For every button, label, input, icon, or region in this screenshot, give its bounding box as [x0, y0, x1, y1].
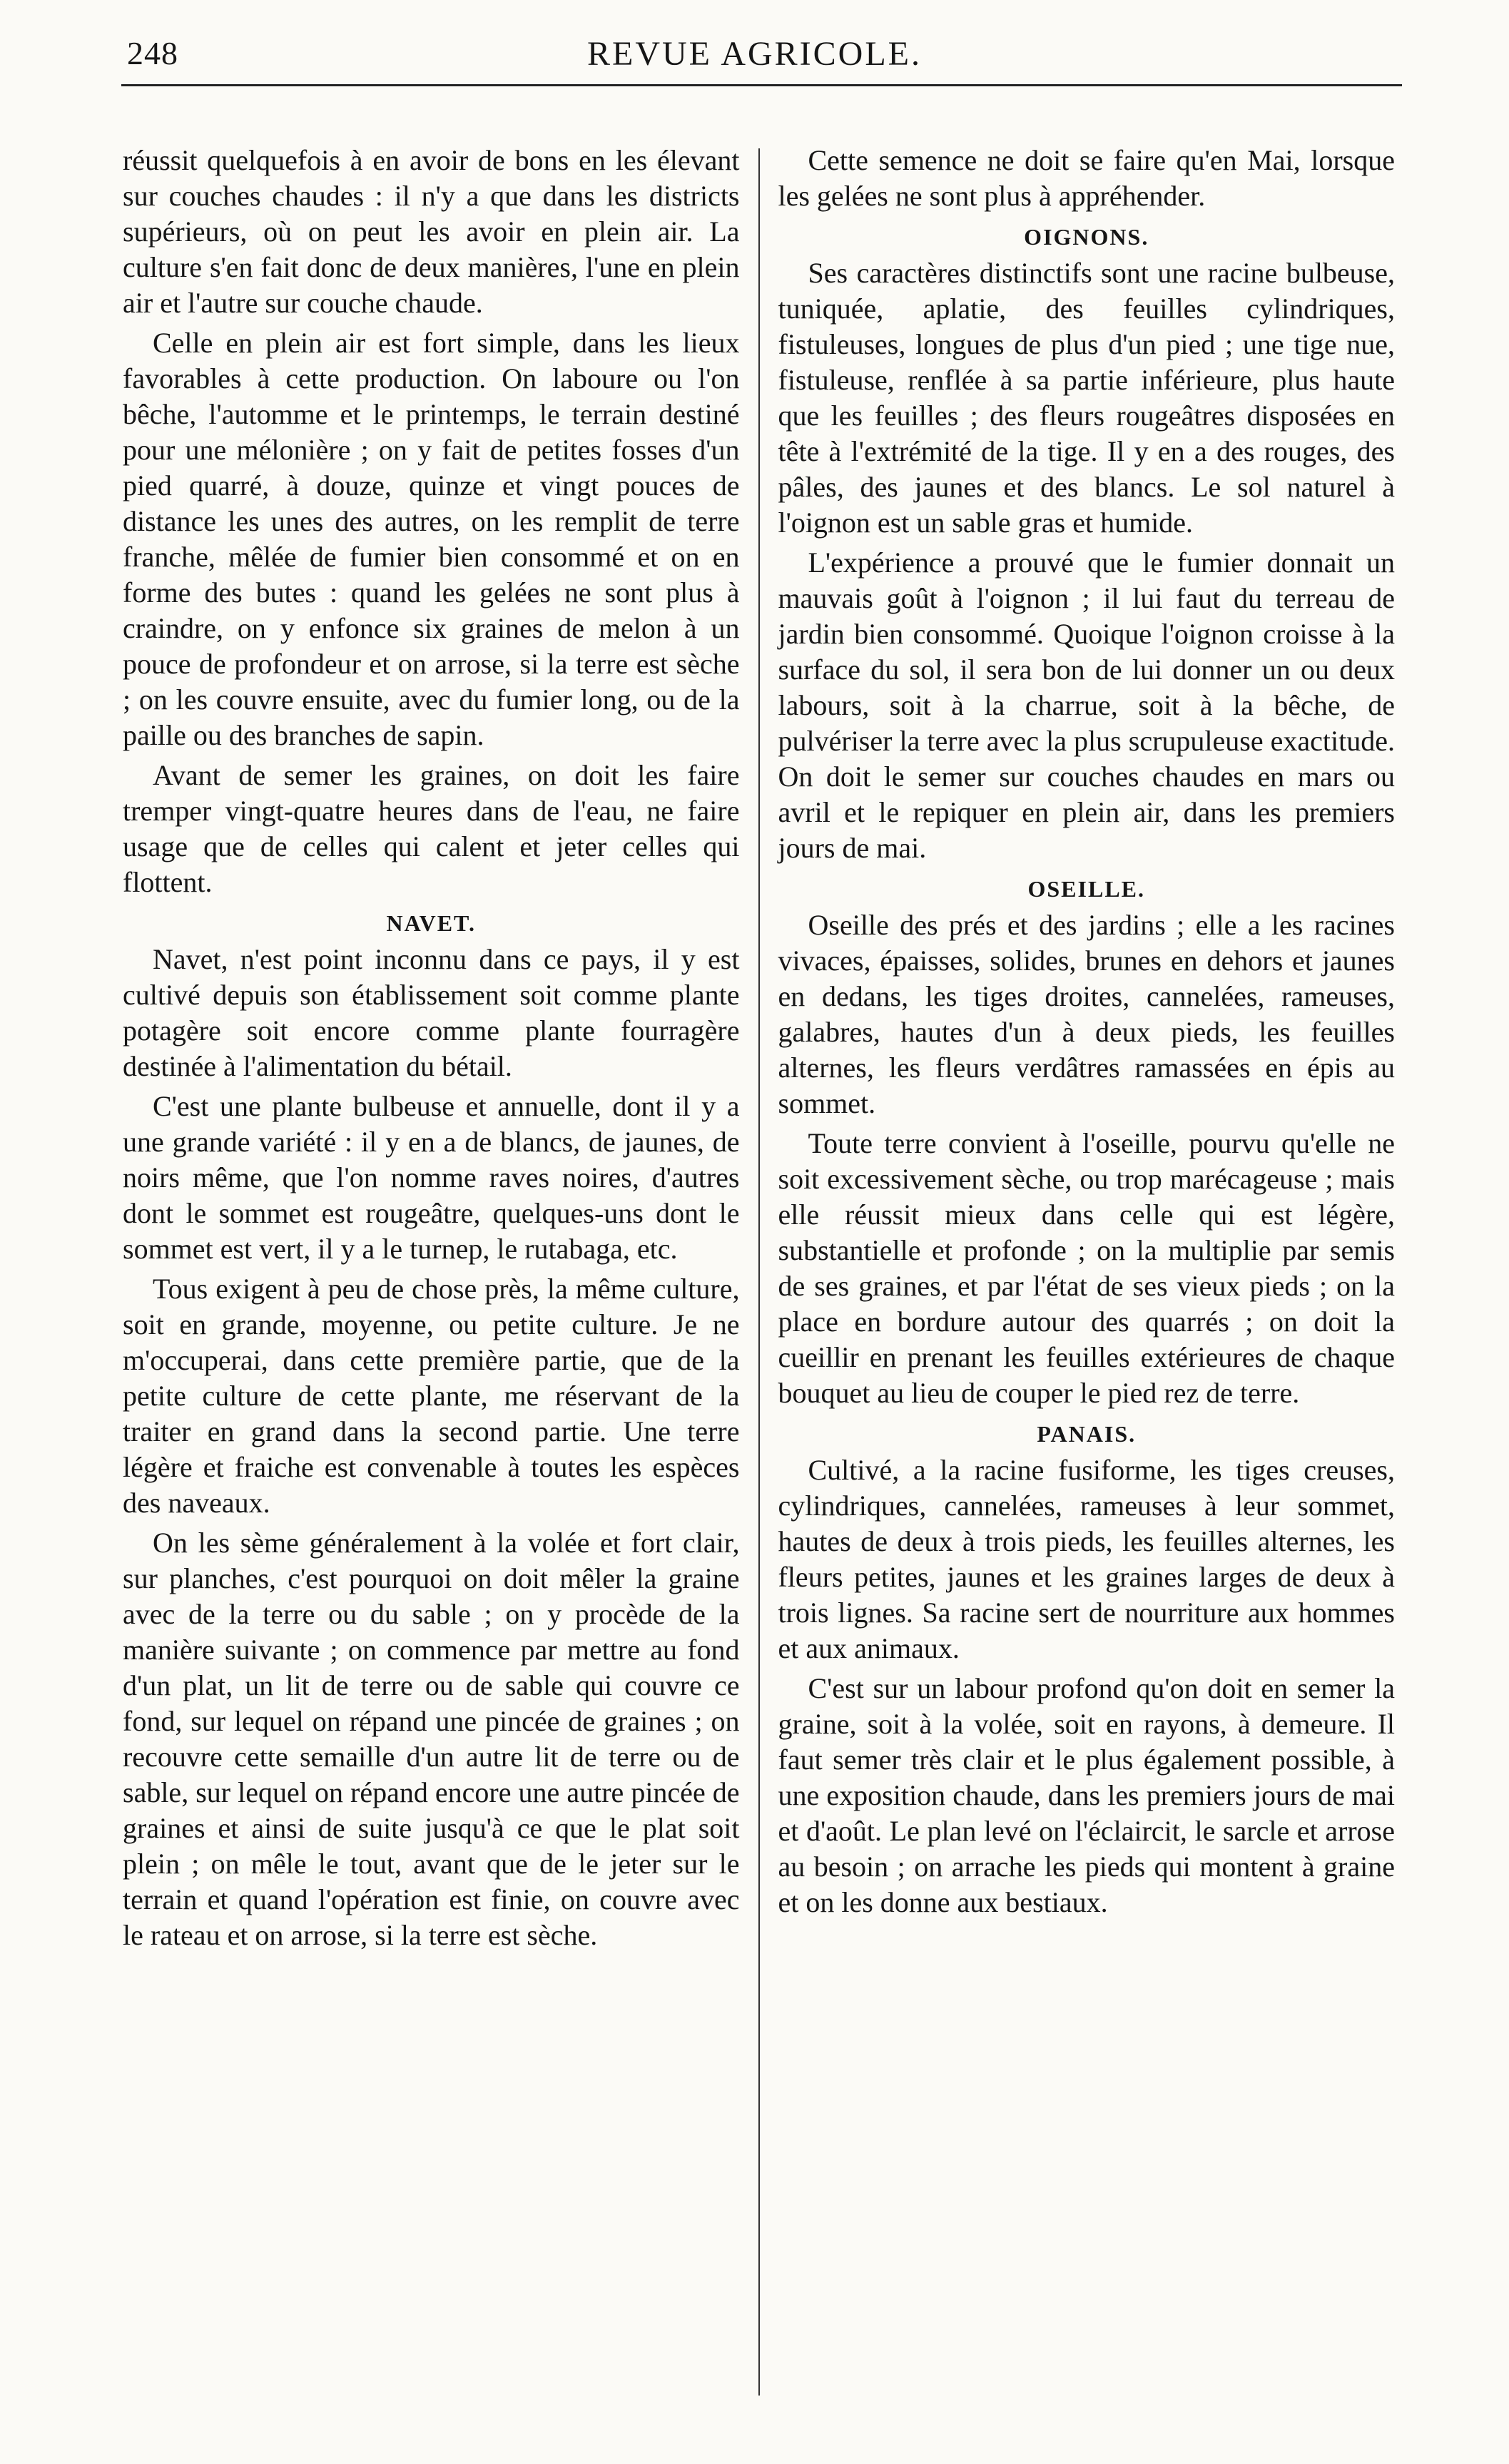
- paragraph: Celle en plein air est fort simple, dans les lieux favorables à cette production. On laboure ou l'on bêche, l'automme et le printemps, le terrain destiné pour une mélonière ; on y fait de petites fosses d'un pied quarré, à douze, quinze et vingt pouces de distance les unes des autres, on les remplit de terre franche, mêlée de fumier bien consommé et on en forme des butes : quand les gelées ne sont plus à craindre, on y enfonce six graines de melon à un pouce de profondeur et on arrose, si la terre est sèche ; on les couvre ensuite, avec du fumier long, ou de la paille ou des branches de sapin.: [123, 327, 740, 751]
- journal-title: REVUE AGRICOLE.: [587, 35, 922, 73]
- paragraph: Cette semence ne doit se faire qu'en Mai, lorsque les gelées ne sont plus à appréhender.: [778, 144, 1395, 212]
- paragraph: réussit quelquefois à en avoir de bons en les élevant sur couches chaudes : il n'y a que dans les districts supérieurs, où on peut les avoir en plein air. La culture s'en fait donc de deux manières, l'une en plein air et l'autre sur couche chaude.: [123, 144, 740, 319]
- paragraph: Tous exigent à peu de chose près, la même culture, soit en grande, moyenne, ou petite culture. Je ne m'occuperai, dans cette première partie, que de la petite culture de cette plante, me réservant de la traiter en grand dans la second partie. Une terre légère et fraiche est convenable à toutes les espèces des naveaux.: [123, 1273, 740, 1519]
- section-title-oseille: OSEILLE.: [1027, 876, 1145, 902]
- right-column: [760, 143, 1403, 2411]
- running-head: [107, 34, 1402, 84]
- paragraph: Toute terre convient à l'oseille, pourvu qu'elle ne soit excessivement sèche, ou trop marécageuse ; mais elle réussit mieux dans celle qui est légère, substantielle et profonde ; on la multiplie par semis de ses graines, et par l'état de ses vieux pieds ; on la place en bordure autour des quarrés ; on doit la cueillir en prenant les feuilles extérieures de chaque bouquet au lieu de couper le pied rez de terre.: [778, 1127, 1395, 1409]
- paragraph: Oseille des prés et des jardins ; elle a les racines vivaces, épaisses, solides, brunes en dehors et jaunes en dedans, les tiges droites, cannelées, rameuses, galabres, hautes d'un à deux pieds, les feuilles alternes, les fleurs verdâtres ramassées en épis au sommet.: [778, 909, 1395, 1119]
- paragraph: On les sème généralement à la volée et fort clair, sur planches, c'est pourquoi on doit mêler la graine avec de la terre ou du sable ; on y procède de la manière suivante ; on commence par mettre au fond d'un plat, un lit de terre ou de sable qui couvre ce fond, sur lequel on répand une pincée de graines ; on recouvre cette semaille d'un autre lit de terre ou de sable, sur lequel on répand encore une autre pincée de graines et ainsi de suite jusqu'à ce que le plat soit plein ; on mêle le tout, avant que de le jeter sur le terrain et quand l'opération est finie, on couvre avec le rateau et on arrose, si la terre est sèche.: [123, 1527, 740, 1951]
- left-column: [107, 143, 758, 2411]
- section-title-panais: PANAIS.: [1037, 1421, 1137, 1447]
- section-title-oignons: OIGNONS.: [1024, 224, 1149, 250]
- paragraph: Ses caractères distinctifs sont une racine bulbeuse, tuniquée, aplatie, des feuilles cylindriques, fistuleuses, longues de plus d'un pied ; une tige nue, fistuleuse, renflée à sa partie inférieure, plus haute que les feuilles ; des fleurs rougeâtres disposées en tête à l'extrémité de la tige. Il y en a des rouges, des pâles, des jaunes et des blancs. Le sol naturel à l'oignon est un sable gras et humide.: [778, 257, 1395, 539]
- page-number: 248: [127, 35, 178, 71]
- paragraph: L'expérience a prouvé que le fumier donnait un mauvais goût à l'oignon ; il lui faut du terreau de jardin bien consommé. Quoique l'oignon croisse à la surface du sol, il sera bon de lui donner un ou deux labours, soit à la charrue, soit à la bêche, de pulvériser la terre avec la plus scrupuleuse exactitude. On doit le semer sur couches chaudes en mars ou avril et le repiquer en plein air, dans les premiers jours de mai.: [778, 546, 1395, 864]
- paragraph: C'est une plante bulbeuse et annuelle, dont il y a une grande variété : il y en a de blancs, de jaunes, de noirs même, que l'on nomme raves noires, d'autres dont le sommet est rougeâtre, quelques-uns dont le sommet est vert, il y a le turnep, le rutabaga, etc.: [123, 1090, 740, 1265]
- paragraph: Navet, n'est point inconnu dans ce pays, il y est cultivé depuis son établissement soit comme plante potagère soit encore comme plante fourragère destinée à l'alimentation du bétail.: [123, 943, 740, 1082]
- paragraph: Cultivé, a la racine fusiforme, les tiges creuses, cylindriques, cannelées, rameuses à leur sommet, hautes de deux à trois pieds, les feuilles alternes, les fleurs petites, jaunes et les graines larges de deux à trois lignes. Sa racine sert de nourriture aux hommes et aux animaux.: [778, 1454, 1395, 1664]
- text-columns: [107, 143, 1402, 2411]
- section-title-navet: NAVET.: [386, 910, 476, 936]
- header-rule: [121, 84, 1402, 86]
- paragraph: C'est sur un labour profond qu'on doit en semer la graine, soit à la volée, soit en rayons, à demeure. Il faut semer très clair et le plus également possible, à une exposition chaude, dans les premiers jours de mai et d'août. Le plan levé on l'éclaircit, le sarcle et arrose au besoin ; on arrache les pieds qui montent à graine et on les donne aux bestiaux.: [778, 1672, 1395, 1918]
- paragraph: Avant de semer les graines, on doit les faire tremper vingt-quatre heures dans de l'eau, ne faire usage que de celles qui calent et jeter celles qui flottent.: [123, 759, 740, 898]
